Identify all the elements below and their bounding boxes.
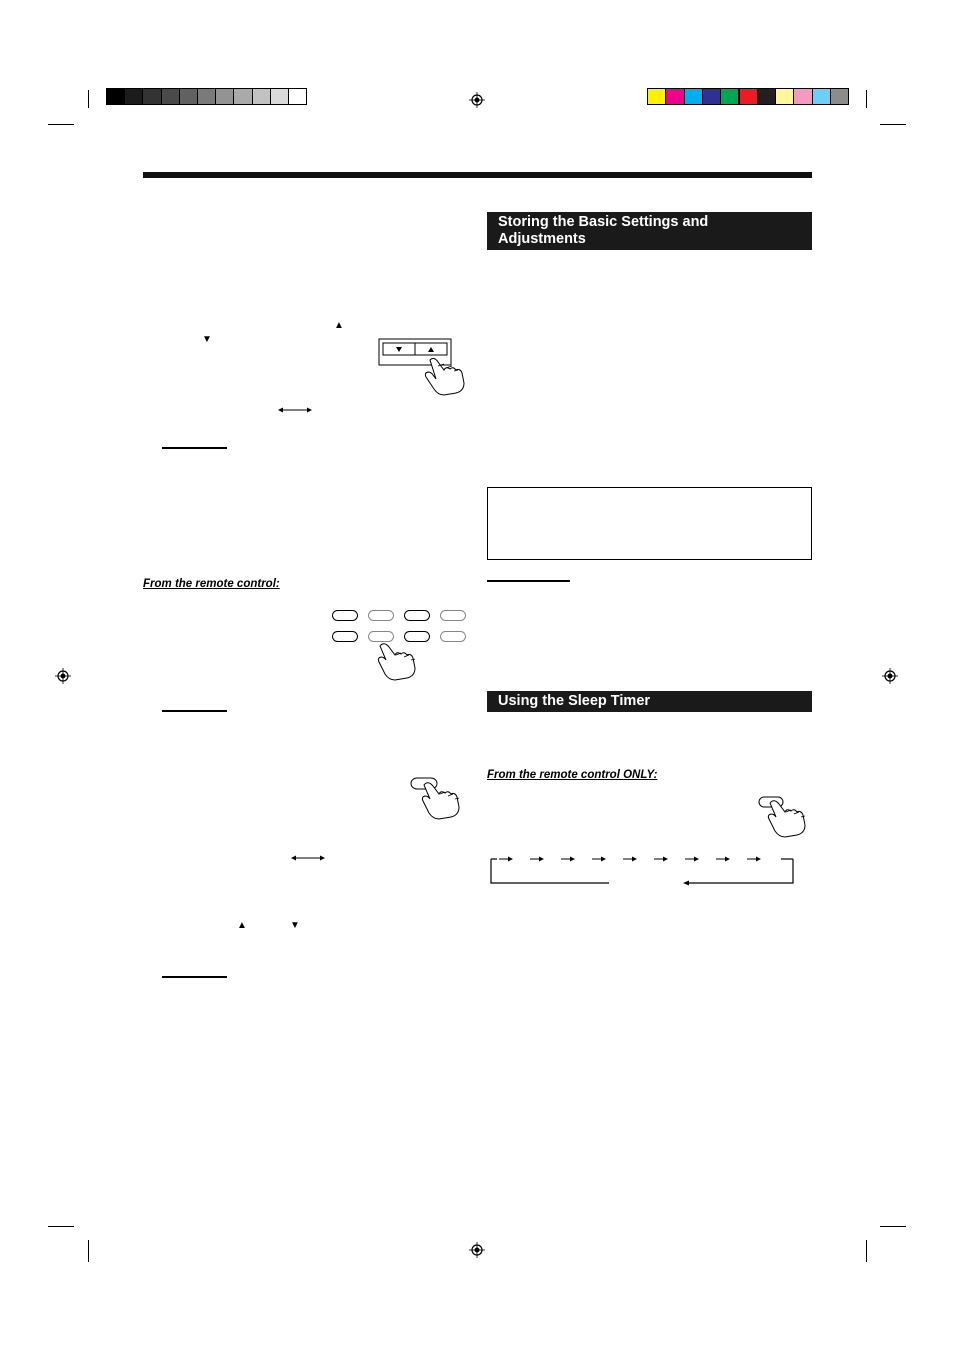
crop-mark xyxy=(880,1226,906,1227)
down-triangle-icon: ▼ xyxy=(202,334,212,345)
remote-button[interactable] xyxy=(404,610,430,621)
up-triangle-icon: ▲ xyxy=(237,920,247,931)
color-swatch xyxy=(757,88,776,105)
remote-button[interactable] xyxy=(440,631,466,642)
pointing-hand-icon xyxy=(376,640,422,678)
button-press-illustration xyxy=(758,796,814,836)
crop-mark xyxy=(88,1240,89,1262)
color-swatch xyxy=(161,88,180,105)
color-swatch xyxy=(812,88,831,105)
remote-button[interactable] xyxy=(332,631,358,642)
crop-mark xyxy=(866,1240,867,1262)
registration-mark-icon xyxy=(882,668,898,684)
double-arrow-icon xyxy=(278,406,312,414)
remote-button[interactable] xyxy=(332,610,358,621)
color-swatch xyxy=(288,88,307,105)
cycle-arrowhead xyxy=(508,857,513,862)
up-triangle-icon: ▲ xyxy=(334,320,344,331)
remote-button[interactable] xyxy=(440,610,466,621)
registration-mark-icon xyxy=(55,668,71,684)
remote-control-label: From the remote control: xyxy=(143,578,280,590)
header-rule xyxy=(143,172,812,178)
cycle-arrowhead xyxy=(756,857,761,862)
section-header-storing-settings xyxy=(487,212,812,250)
button-press-illustration xyxy=(410,777,470,819)
color-swatch xyxy=(124,88,143,105)
remote-button[interactable] xyxy=(368,610,394,621)
cycle-arrowhead xyxy=(632,857,637,862)
color-swatch xyxy=(233,88,252,105)
color-swatch xyxy=(830,88,849,105)
color-swatch xyxy=(793,88,812,105)
section-title: Using the Sleep Timer xyxy=(498,693,651,709)
color-swatch xyxy=(775,88,794,105)
double-arrow-icon xyxy=(291,854,325,862)
cycle-arrowhead xyxy=(694,857,699,862)
color-swatch xyxy=(215,88,234,105)
color-swatch xyxy=(142,88,161,105)
color-swatch xyxy=(179,88,198,105)
note-underline xyxy=(162,710,227,712)
color-swatch xyxy=(252,88,271,105)
color-swatch xyxy=(270,88,289,105)
note-underline xyxy=(487,580,570,582)
note-underline xyxy=(162,447,227,449)
cycle-arrowhead xyxy=(725,857,730,862)
crop-mark xyxy=(48,124,74,125)
crop-mark xyxy=(880,124,906,125)
note-box xyxy=(487,487,812,560)
registration-mark-icon xyxy=(469,1242,485,1258)
crop-mark xyxy=(48,1226,74,1227)
section-header-sleep-timer xyxy=(487,691,812,712)
section-title: Adjustments xyxy=(498,231,586,247)
crop-mark xyxy=(866,90,867,108)
color-swatch xyxy=(739,88,758,105)
registration-mark-icon xyxy=(469,92,485,108)
color-swatch xyxy=(665,88,684,105)
cycle-arrowhead xyxy=(663,857,668,862)
remote-control-only-label: From the remote control ONLY: xyxy=(487,769,658,781)
color-swatch xyxy=(197,88,216,105)
color-swatch xyxy=(106,88,125,105)
color-swatch xyxy=(684,88,703,105)
cycle-arrowhead xyxy=(539,857,544,862)
sleep-timer-cycle-diagram xyxy=(487,853,799,887)
crop-mark xyxy=(88,90,89,108)
color-swatch xyxy=(702,88,721,105)
color-swatch xyxy=(720,88,739,105)
cycle-arrowhead xyxy=(601,857,606,862)
down-triangle-icon: ▼ xyxy=(290,920,300,931)
section-title: Storing the Basic Settings and xyxy=(498,214,709,230)
note-underline xyxy=(162,976,227,978)
color-swatch xyxy=(647,88,666,105)
up-down-buttons-illustration xyxy=(378,338,470,392)
cycle-arrowhead xyxy=(570,857,575,862)
